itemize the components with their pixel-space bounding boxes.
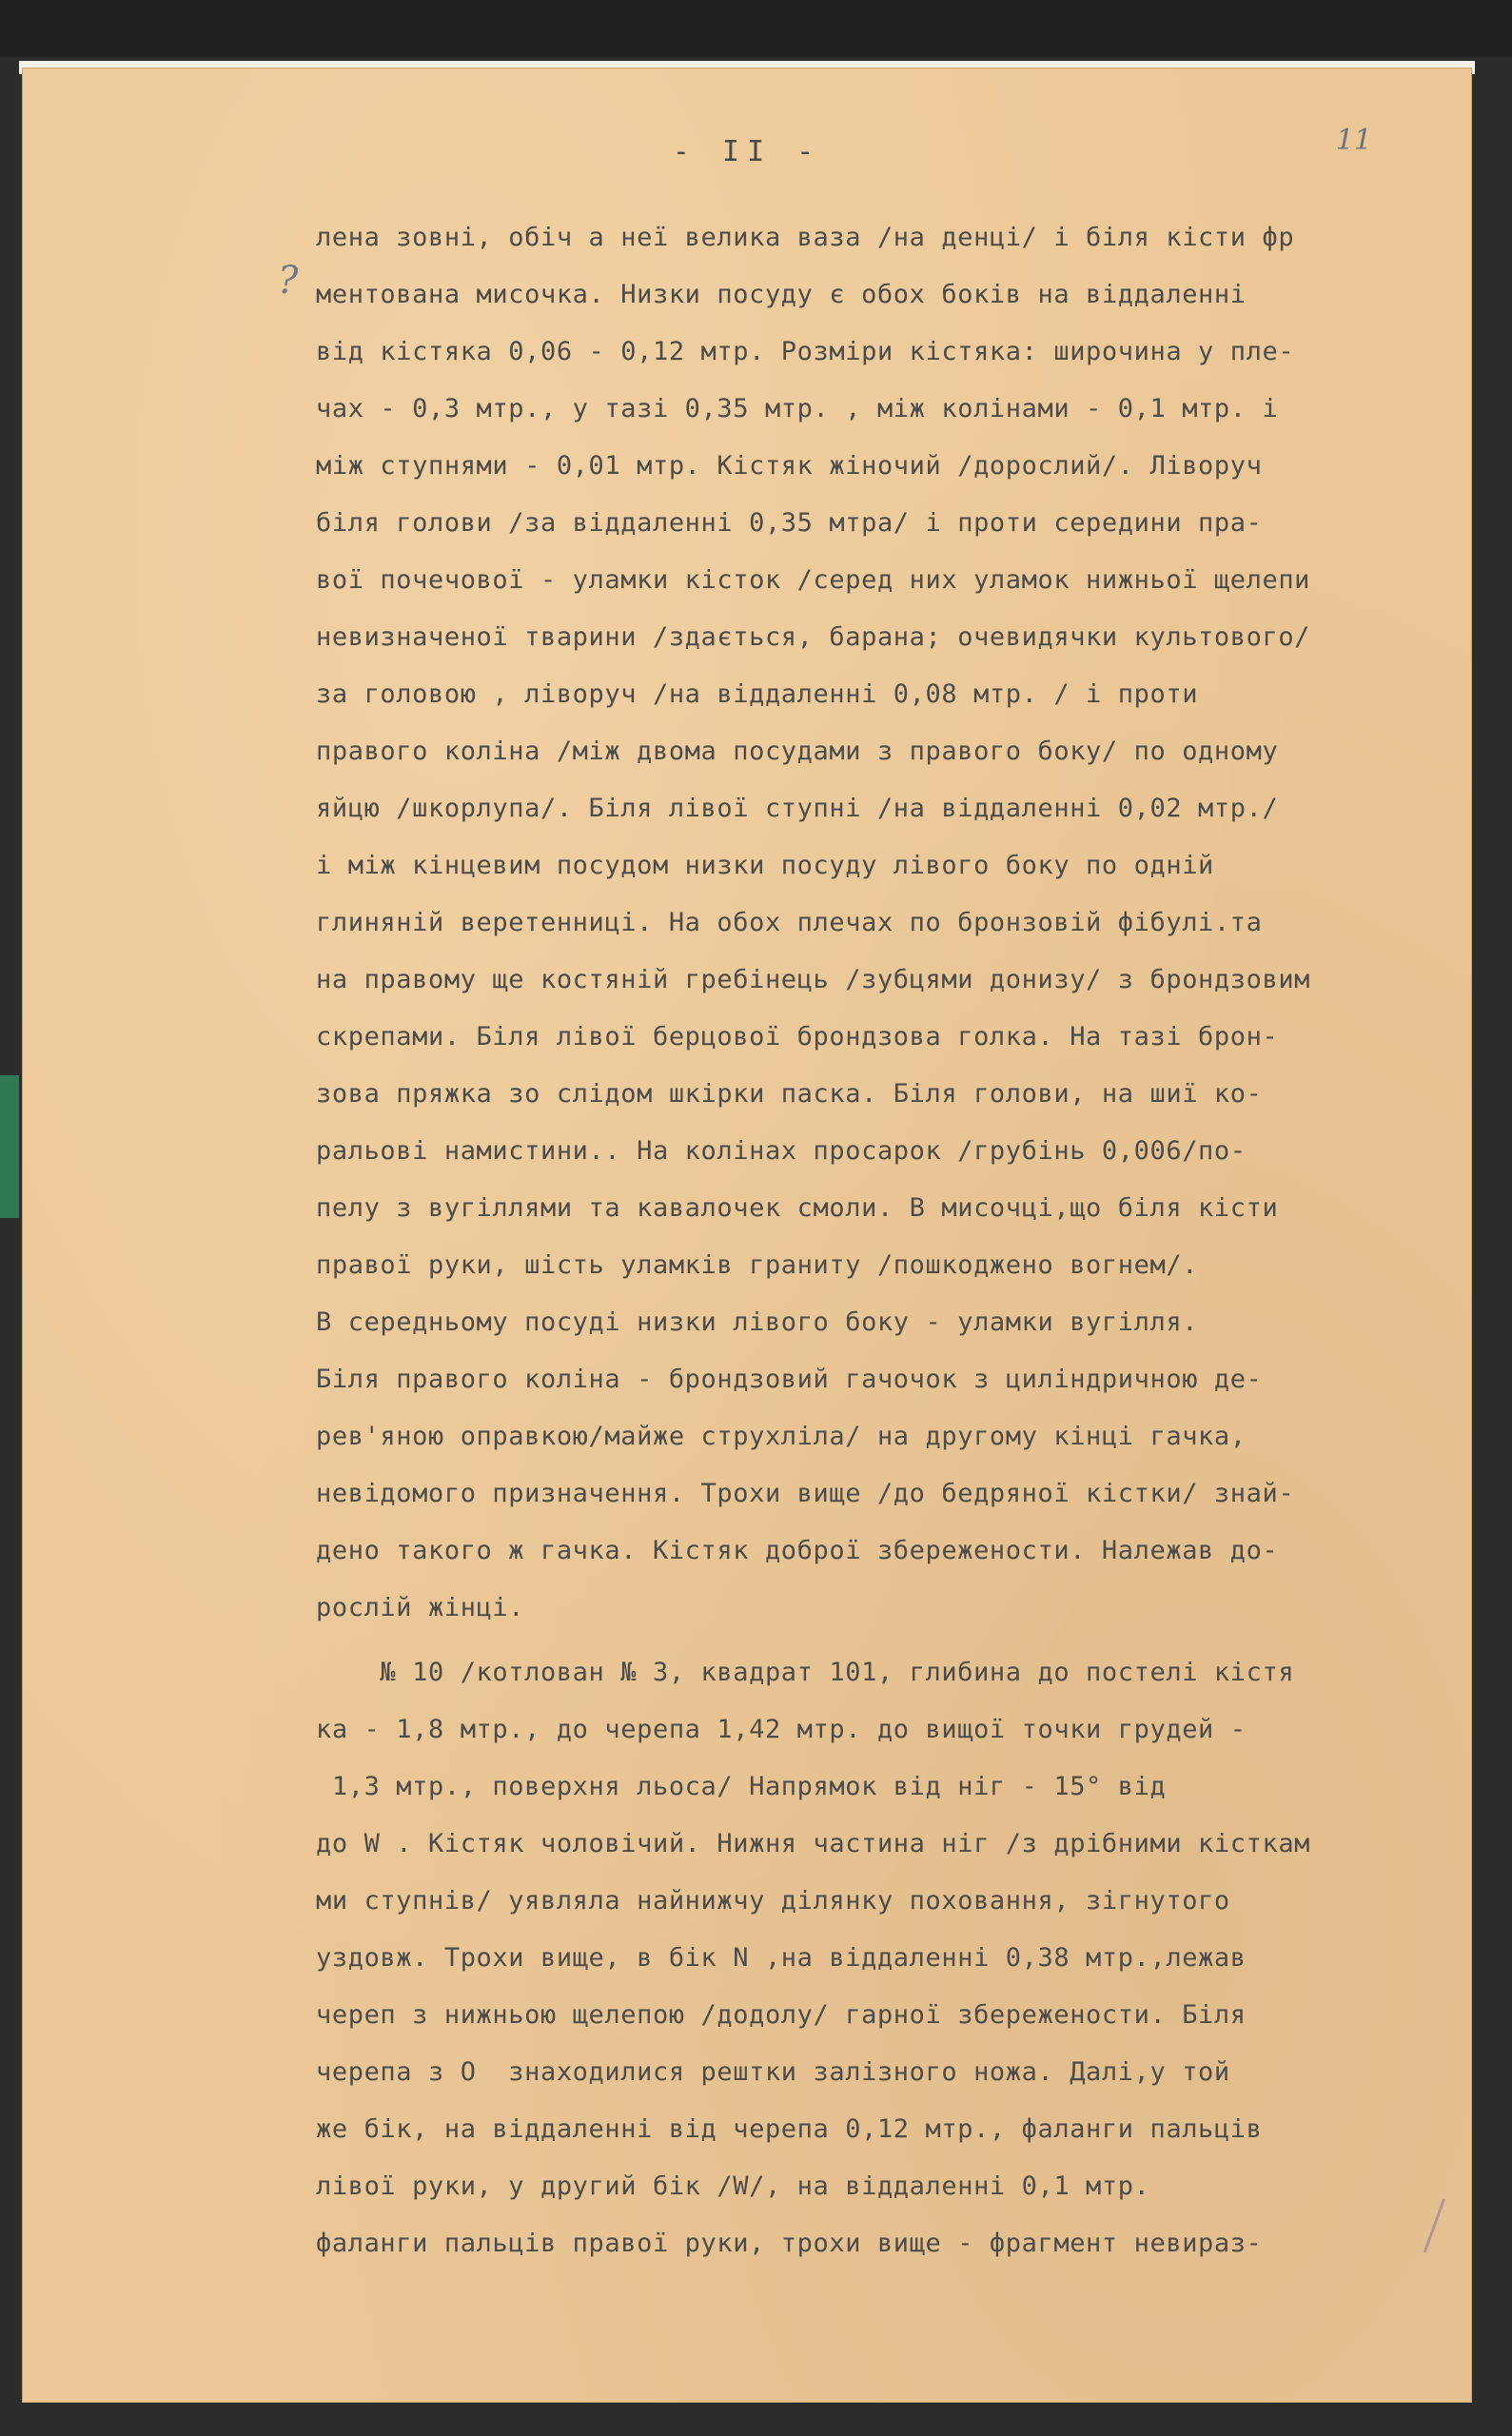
text-line: невідомого призначення. Трохи вище /до бедряної кістки/ знай- xyxy=(316,1479,1295,1508)
text-line: яйцю /шкорлупа/. Біля лівої ступні /на віддаленні 0,02 мтр./ xyxy=(316,794,1279,823)
text-line: ка - 1,8 мтр., до черепа 1,42 мтр. до вищої точки грудей - xyxy=(316,1715,1247,1744)
text-line: на правому ще костяній гребінець /зубцями донизу/ з брондзовим xyxy=(316,965,1311,994)
text-line: глиняній веретенниці. На обох плечах по бронзовій фібулі.та xyxy=(316,908,1263,937)
text-line: же бік, на віддаленні від черепа 0,12 мтр., фаланги пальців xyxy=(316,2114,1263,2144)
text-line: череп з нижньою щелепою /додолу/ гарної збережености. Біля xyxy=(316,2000,1247,2030)
typewritten-page xyxy=(23,69,1471,2402)
text-line: вої почечової - уламки кісток /серед них уламок нижньої щелепи xyxy=(316,565,1311,595)
text-line: уздовж. Трохи вище, в бік N ,на віддаленні 0,38 мтр.,лежав xyxy=(316,1943,1247,1973)
scanner-background xyxy=(0,0,1512,57)
text-line: ментована мисочка. Низки посуду є обох боків на віддаленні xyxy=(316,280,1247,309)
text-line: до W . Кістяк чоловічий. Нижня частина ніг /з дрібними кісткам xyxy=(316,1829,1311,1858)
page-number: - II - xyxy=(672,135,822,168)
text-line: за головою , ліворуч /на віддаленні 0,08 мтр. / і проти xyxy=(316,679,1199,709)
text-line: пелу з вугіллями та кавалочек смоли. В мисочці,що біля кісти xyxy=(316,1193,1279,1223)
text-line: скрепами. Біля лівої берцової брондзова голка. На тазі брон- xyxy=(316,1022,1279,1051)
page-body-text xyxy=(316,209,1471,2272)
handwritten-margin-mark: ? xyxy=(278,259,299,303)
text-line: лівої руки, у другий бік /W/, на віддаленні 0,1 мтр. xyxy=(316,2171,1150,2201)
text-line: між ступнями - 0,01 мтр. Кістяк жіночий /дорослий/. Ліворуч xyxy=(316,451,1263,481)
text-line: лена зовні, обіч а неї велика ваза /на денці/ і біля кісти фр xyxy=(316,223,1295,252)
text-line: рослій жінці. xyxy=(316,1593,525,1622)
text-line: правого коліна /між двома посудами з правого боку/ по одному xyxy=(316,737,1279,766)
text-line: рев'яною оправкою/майже струхліла/ на другому кінці гачка, xyxy=(316,1422,1247,1451)
text-line: ми ступнів/ уявляла найнижчу ділянку поховання, зігнутого xyxy=(316,1886,1230,1915)
text-line: біля голови /за віддаленні 0,35 мтра/ і проти середини пра- xyxy=(316,508,1263,538)
text-line: Біля правого коліна - брондзовий гачочок з циліндричною де- xyxy=(316,1365,1263,1394)
scanner-edge-marker xyxy=(0,1075,19,1218)
text-line: дено такого ж гачка. Кістяк доброї збережености. Належав до- xyxy=(316,1536,1279,1565)
text-line: правої руки, шість уламків граниту /пошкоджено вогнем/. xyxy=(316,1250,1199,1280)
text-line: ральові намистини.. На колінах просарок /грубінь 0,006/по- xyxy=(316,1136,1247,1166)
handwritten-folio-number: 11 xyxy=(1335,124,1372,157)
text-line: 1,3 мтр., поверхня льоса/ Напрямок від ніг - 15° від xyxy=(316,1772,1167,1801)
text-line: фаланги пальців правої руки, трохи вище - фрагмент невираз- xyxy=(316,2229,1263,2258)
text-line: чах - 0,3 мтр., у тазі 0,35 мтр. , між колінами - 0,1 мтр. і xyxy=(316,394,1279,423)
text-line: № 10 /котлован № 3, квадрат 101, глибина до постелі кістя xyxy=(316,1658,1295,1687)
text-line: від кістяка 0,06 - 0,12 мтр. Розміри кістяка: широчина у пле- xyxy=(316,337,1295,366)
text-line: і між кінцевим посудом низки посуду лівого боку по одній xyxy=(316,851,1214,880)
text-line: зова пряжка зо слідом шкірки паска. Біля голови, на шиї ко- xyxy=(316,1079,1263,1109)
text-line: невизначеної тварини /здається, барана; очевидячки культового/ xyxy=(316,622,1311,652)
text-line: В середньому посуді низки лівого боку - уламки вугілля. xyxy=(316,1307,1199,1337)
text-line: черепа з O знаходилися рештки залізного ножа. Далі,у той xyxy=(316,2057,1230,2087)
